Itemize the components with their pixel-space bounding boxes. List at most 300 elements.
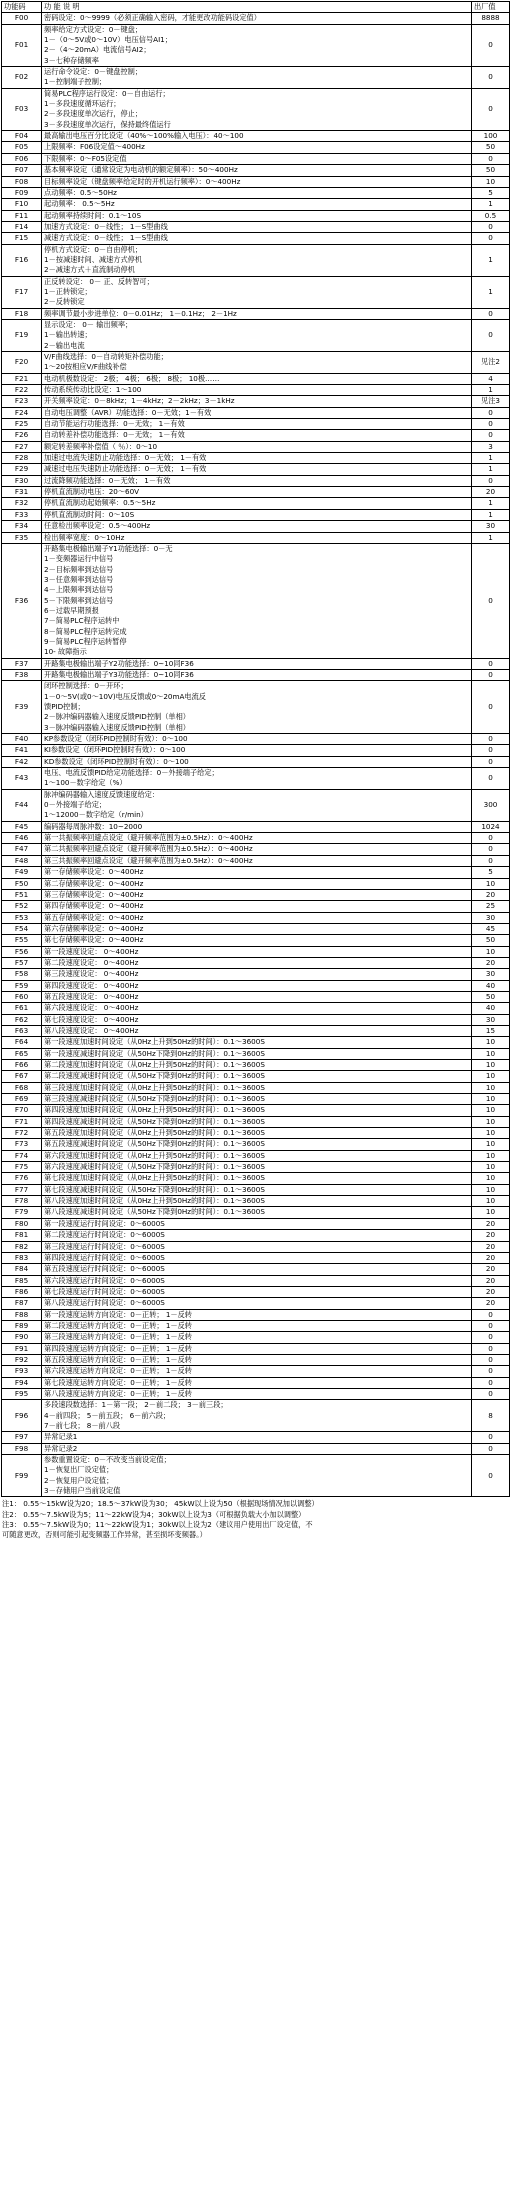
function-description <box>42 1343 472 1354</box>
function-description <box>42 1298 472 1309</box>
function-description <box>42 1309 472 1320</box>
description-line: 1－控制端子控制； <box>44 77 107 87</box>
description-line: 自动电压调整（AVR）功能选择：0－无效；1－有效 <box>44 407 212 417</box>
function-description <box>42 396 472 407</box>
function-code: F51 <box>2 889 42 900</box>
description-line: 下限频率：0～F05设定值 <box>44 153 127 163</box>
default-value: 20 <box>472 1230 510 1241</box>
table-row <box>2 669 510 680</box>
description-line: 多段速段数选择：1－第一段； 2－前二段； 3－前三段； <box>44 1400 228 1410</box>
description-line: 运行命令设定：0－键盘控制； <box>44 67 143 77</box>
description-line: 第二段速度设定： 0～400Hz <box>44 957 139 967</box>
default-value: 0 <box>472 745 510 756</box>
function-code: F25 <box>2 419 42 430</box>
default-value: 40 <box>472 980 510 991</box>
table-row <box>2 658 510 669</box>
function-description <box>42 1252 472 1263</box>
function-description <box>42 1366 472 1377</box>
function-description <box>42 441 472 452</box>
description-line: 第二段速度加速时间设定（从0Hz上升到50Hz的时间）：0.1～3600S <box>44 1060 265 1069</box>
function-code: F39 <box>2 681 42 734</box>
default-value: 20 <box>472 1252 510 1263</box>
table-row <box>2 441 510 452</box>
table-row <box>2 681 510 734</box>
default-value: 0 <box>472 1354 510 1365</box>
table-row <box>2 1343 510 1354</box>
function-code: F53 <box>2 912 42 923</box>
table-row <box>2 1207 510 1218</box>
function-code: F21 <box>2 373 42 384</box>
function-code: F31 <box>2 487 42 498</box>
default-value: 0 <box>472 233 510 244</box>
default-value: 45 <box>472 923 510 934</box>
default-value: 20 <box>472 1218 510 1229</box>
default-value: 10 <box>472 1150 510 1161</box>
table-header-row <box>2 2 510 13</box>
function-code: F78 <box>2 1196 42 1207</box>
description-line: 第一段速度加速时间设定（从0Hz上升到50Hz的时间）：0.1～3600S <box>44 1037 265 1047</box>
description-line: KP参数设定（闭环PID控制时有效）：0～100 <box>44 734 188 744</box>
function-code: F29 <box>2 464 42 475</box>
default-value: 0 <box>472 1309 510 1320</box>
function-code: F94 <box>2 1377 42 1388</box>
function-description <box>42 67 472 89</box>
default-value: 5 <box>472 187 510 198</box>
description-line: 第一段速度减速时间设定（从50Hz下降到0Hz的时间）：0.1～3600S <box>44 1048 265 1058</box>
function-description <box>42 1241 472 1252</box>
table-row <box>2 1275 510 1286</box>
function-code: F26 <box>2 430 42 441</box>
table-row <box>2 187 510 198</box>
description-line: 第二段速度运行时间设定：0～6000S <box>44 1230 165 1240</box>
description-line: 第七段速度设定： 0～400Hz <box>44 1014 139 1024</box>
default-value: 3 <box>472 441 510 452</box>
description-line: 2－脉冲编码器输入速度反馈PID控制（单相） <box>44 712 190 722</box>
default-value: 0 <box>472 658 510 669</box>
function-code: F56 <box>2 946 42 957</box>
function-code: F96 <box>2 1400 42 1432</box>
table-row <box>2 475 510 486</box>
function-code: F58 <box>2 969 42 980</box>
default-value: 20 <box>472 1264 510 1275</box>
function-description <box>42 373 472 384</box>
default-value: 0 <box>472 153 510 164</box>
function-description <box>42 1184 472 1195</box>
table-row <box>2 1048 510 1059</box>
table-row <box>2 487 510 498</box>
function-description <box>42 407 472 418</box>
function-description <box>42 1196 472 1207</box>
function-code: F19 <box>2 319 42 351</box>
function-code-table <box>1 1 510 1497</box>
table-row <box>2 1060 510 1071</box>
function-description <box>42 521 472 532</box>
description-line: 第一共振频率回避点设定（避开频率范围为±0.5Hz）：0～400Hz <box>44 833 253 843</box>
description-line: 自动转差补偿功能选择：0－无效； 1－有效 <box>44 430 185 440</box>
table-row <box>2 1162 510 1173</box>
description-line: 最高输出电压百分比设定（40%～100%输入电压）：40～100 <box>44 131 244 141</box>
description-line: 闭环控制选择：0－开环； <box>44 681 128 691</box>
default-value: 0 <box>472 1455 510 1497</box>
table-row <box>2 1105 510 1116</box>
function-description <box>42 210 472 221</box>
function-description <box>42 464 472 475</box>
description-line: 3－七种存储频率 <box>44 55 99 65</box>
description-line: 过流降频功能选择：0－无效； 1－有效 <box>44 475 171 485</box>
function-description <box>42 1128 472 1139</box>
table-row <box>2 1320 510 1331</box>
function-code: F80 <box>2 1218 42 1229</box>
table-row <box>2 210 510 221</box>
description-line: 简易PLC程序运行设定：0－自由运行； <box>44 88 170 98</box>
default-value: 0.5 <box>472 210 510 221</box>
description-line: 开关频率设定：0－8kHz；1－4kHz；2－2kHz；3－1kHz <box>44 396 235 406</box>
function-description <box>42 88 472 130</box>
default-value: 0 <box>472 669 510 680</box>
default-value: 30 <box>472 969 510 980</box>
default-value: 0 <box>472 1443 510 1454</box>
table-row <box>2 221 510 232</box>
header-code: 功能码 <box>2 2 42 13</box>
function-description <box>42 1286 472 1297</box>
table-row <box>2 1298 510 1309</box>
table-row <box>2 1003 510 1014</box>
description-line: 加速过电流失速防止功能选择：0－无效； 1－有效 <box>44 453 207 463</box>
function-code: F65 <box>2 1048 42 1059</box>
description-line: 第六段速度加速时间设定（从0Hz上升到50Hz的时间）：0.1～3600S <box>44 1150 265 1160</box>
function-description <box>42 1230 472 1241</box>
description-line: 0－外接端子给定； <box>44 800 107 810</box>
function-code: F70 <box>2 1105 42 1116</box>
function-code: F41 <box>2 745 42 756</box>
function-code: F40 <box>2 734 42 745</box>
description-line: 频率给定方式设定：0－键盘； <box>44 24 143 34</box>
description-line: 第一段速度运转方向设定：0－正转； 1－反转 <box>44 1309 192 1319</box>
function-description <box>42 165 472 176</box>
function-code: F08 <box>2 176 42 187</box>
function-description <box>42 308 472 319</box>
description-line: 开路集电极输出端子Y3功能选择：0~10同F36 <box>44 669 194 679</box>
function-description <box>42 844 472 855</box>
function-description <box>42 980 472 991</box>
table-row <box>2 419 510 430</box>
function-description <box>42 187 472 198</box>
function-code: F57 <box>2 957 42 968</box>
description-line: 2－多段速度单次运行，停止； <box>44 109 143 119</box>
function-description <box>42 1173 472 1184</box>
description-line: 点动频率：0.5～50Hz <box>44 187 117 197</box>
description-line: 第六段速度设定： 0～400Hz <box>44 1003 139 1013</box>
function-code: F75 <box>2 1162 42 1173</box>
default-value: 30 <box>472 912 510 923</box>
default-value: 见注2 <box>472 352 510 374</box>
description-line: 停机直流制动电压：20～60V <box>44 487 140 497</box>
function-description <box>42 1014 472 1025</box>
default-value: 0 <box>472 308 510 319</box>
description-line: 第一段速度设定： 0～400Hz <box>44 946 139 956</box>
description-line: 5－下限频率到达信号 <box>44 595 114 605</box>
description-line: 停机直流制动时间：0～10S <box>44 509 135 519</box>
function-description <box>42 1162 472 1173</box>
table-row <box>2 768 510 790</box>
default-value: 10 <box>472 1139 510 1150</box>
description-line: 上限频率：F06设定值～400Hz <box>44 142 145 152</box>
function-description <box>42 669 472 680</box>
function-description <box>42 453 472 464</box>
function-code: F93 <box>2 1366 42 1377</box>
description-line: 4－上限频率到达信号 <box>44 585 114 595</box>
default-value: 15 <box>472 1025 510 1036</box>
description-line: 第四段速度减速时间设定（从50Hz下降到0Hz的时间）：0.1～3600S <box>44 1116 265 1126</box>
table-row <box>2 1309 510 1320</box>
function-description <box>42 1377 472 1388</box>
footnote-line: 注1： 0.55～15kW设为20；18.5～37kW设为30； 45kW以上设为50（根据现场情况加以调整） <box>2 1499 319 1509</box>
function-code: F50 <box>2 878 42 889</box>
description-line: 第三段速度加速时间设定（从0Hz上升到50Hz的时间）：0.1～3600S <box>44 1082 265 1092</box>
function-code: F46 <box>2 833 42 844</box>
default-value: 10 <box>472 1116 510 1127</box>
description-line: 10- 故障指示 <box>44 647 87 657</box>
function-description <box>42 1105 472 1116</box>
table-row <box>2 1241 510 1252</box>
description-line: 1－变频器运行中信号 <box>44 554 114 564</box>
description-line: 1－按减速时间、减速方式停机 <box>44 254 143 264</box>
function-code: F37 <box>2 658 42 669</box>
description-line: 1～12000－数字给定（r/min） <box>44 810 148 820</box>
default-value: 50 <box>472 165 510 176</box>
table-row <box>2 153 510 164</box>
table-row <box>2 969 510 980</box>
table-row <box>2 957 510 968</box>
description-line: 第三存储频率设定：0～400Hz <box>44 889 144 899</box>
footnote-line: 可随意更改，否则可能引起变频器工作异常，甚至损坏变频器。） <box>2 1530 207 1540</box>
description-line: 额定转差频率补偿值（ ％）：0～10 <box>44 441 158 451</box>
table-row <box>2 244 510 276</box>
description-line: 第六段速度运转方向设定：0－正转； 1－反转 <box>44 1366 192 1376</box>
table-row <box>2 498 510 509</box>
description-line: 第二存储频率设定：0～400Hz <box>44 878 144 888</box>
function-description <box>42 1037 472 1048</box>
table-row <box>2 1071 510 1082</box>
function-code: F61 <box>2 1003 42 1014</box>
table-row <box>2 165 510 176</box>
function-code: F02 <box>2 67 42 89</box>
description-line: 9－简易PLC程序运转暂停 <box>44 636 127 646</box>
default-value: 10 <box>472 1048 510 1059</box>
description-line: 第二段速度运转方向设定：0－正转； 1－反转 <box>44 1320 192 1330</box>
function-description <box>42 946 472 957</box>
default-value: 50 <box>472 991 510 1002</box>
table-row <box>2 88 510 130</box>
table-row <box>2 233 510 244</box>
default-value: 20 <box>472 957 510 968</box>
function-description <box>42 475 472 486</box>
function-code: F95 <box>2 1388 42 1399</box>
description-line: 减速方式设定：0－线性； 1－S型曲线 <box>44 233 168 243</box>
header-description: 功 能 说 明 <box>42 2 472 13</box>
default-value: 1 <box>472 509 510 520</box>
table-row <box>2 407 510 418</box>
table-row <box>2 1218 510 1229</box>
default-value: 0 <box>472 24 510 66</box>
function-code: F85 <box>2 1275 42 1286</box>
default-value: 8 <box>472 1400 510 1432</box>
function-description <box>42 498 472 509</box>
footnotes <box>1 1499 509 1540</box>
description-line: 第四段速度加速时间设定（从0Hz上升到50Hz的时间）：0.1～3600S <box>44 1105 265 1115</box>
description-line: 基本频率设定（通常设定为电动机的额定频率）：50～400Hz <box>44 165 238 175</box>
function-description <box>42 1275 472 1286</box>
function-description <box>42 244 472 276</box>
description-line: 第三段速度运行时间设定：0～6000S <box>44 1241 165 1251</box>
default-value: 10 <box>472 1037 510 1048</box>
description-line: 第三段速度减速时间设定（从50Hz下降到0Hz的时间）：0.1～3600S <box>44 1094 265 1104</box>
default-value: 0 <box>472 1320 510 1331</box>
description-line: 1－0～5V(或0～10V)电压反馈或0～20mA电流反 <box>44 691 206 701</box>
function-code: F33 <box>2 509 42 520</box>
description-line: 第五段速度加速时间设定（从0Hz上升到50Hz的时间）：0.1～3600S <box>44 1128 265 1138</box>
description-line: 第四段速度运行时间设定：0～6000S <box>44 1252 165 1262</box>
function-description <box>42 233 472 244</box>
description-line: 第四段速度运转方向设定：0－正转； 1－反转 <box>44 1343 192 1353</box>
table-row <box>2 199 510 210</box>
function-description <box>42 1320 472 1331</box>
default-value: 0 <box>472 543 510 658</box>
function-description <box>42 878 472 889</box>
default-value: 10 <box>472 1128 510 1139</box>
description-line: 第六段速度减速时间设定（从50Hz下降到0Hz的时间）：0.1～3600S <box>44 1162 265 1172</box>
table-row <box>2 946 510 957</box>
description-line: 第五段速度设定： 0～400Hz <box>44 991 139 1001</box>
function-code: F11 <box>2 210 42 221</box>
table-row <box>2 532 510 543</box>
description-line: 1－（0～5V或0～10V）电压信号AI1； <box>44 35 172 45</box>
function-code: F35 <box>2 532 42 543</box>
function-description <box>42 1354 472 1365</box>
function-code: F79 <box>2 1207 42 1218</box>
function-description <box>42 487 472 498</box>
table-row <box>2 1116 510 1127</box>
description-line: 脉冲编码器输入速度反馈速度给定： <box>44 789 160 799</box>
table-row <box>2 1150 510 1161</box>
description-line: 减速过电压失速防止功能选择：0－无效； 1－有效 <box>44 464 207 474</box>
function-code: F16 <box>2 244 42 276</box>
function-description <box>42 1455 472 1497</box>
description-line: 第一存储频率设定：0～400Hz <box>44 867 144 877</box>
default-value: 30 <box>472 521 510 532</box>
description-line: V/F曲线选择：0－自动转矩补偿功能； <box>44 352 168 361</box>
function-code: F18 <box>2 308 42 319</box>
table-row <box>2 319 510 351</box>
table-row <box>2 464 510 475</box>
function-description <box>42 969 472 980</box>
function-code: F99 <box>2 1455 42 1497</box>
function-description <box>42 131 472 142</box>
default-value: 10 <box>472 1071 510 1082</box>
description-line: 2－减速方式＋直流制动停机 <box>44 265 135 275</box>
default-value: 10 <box>472 878 510 889</box>
function-description <box>42 756 472 767</box>
description-line: 第八段速度设定： 0～400Hz <box>44 1025 139 1035</box>
table-row <box>2 1354 510 1365</box>
default-value: 10 <box>472 1060 510 1071</box>
function-code: F62 <box>2 1014 42 1025</box>
description-line: 4－前四段； 5－前五段； 6－前六段； <box>44 1410 171 1420</box>
default-value: 10 <box>472 1094 510 1105</box>
table-row <box>2 1377 510 1388</box>
default-value: 0 <box>472 833 510 844</box>
description-line: 第三共振频率回避点设定（避开频率范围为±0.5Hz）：0～400Hz <box>44 855 253 865</box>
table-row <box>2 67 510 89</box>
default-value: 1 <box>472 453 510 464</box>
default-value: 10 <box>472 176 510 187</box>
function-code: F91 <box>2 1343 42 1354</box>
function-code: F20 <box>2 352 42 374</box>
function-code: F49 <box>2 867 42 878</box>
description-line: 起动频率： 0.5～5Hz <box>44 199 115 209</box>
description-line: 第三段速度设定： 0～400Hz <box>44 969 139 979</box>
function-description <box>42 923 472 934</box>
function-code: F22 <box>2 385 42 396</box>
description-line: 3－脉冲编码器输入速度反馈PID控制（单相） <box>44 722 190 732</box>
table-row <box>2 509 510 520</box>
description-line: 第五段速度减速时间设定（从50Hz下降到0Hz的时间）：0.1～3600S <box>44 1139 265 1149</box>
description-line: 传动系统传动比设定：1～100 <box>44 385 142 395</box>
description-line: 编码器每周脉冲数：10~2000 <box>44 821 143 831</box>
table-row <box>2 833 510 844</box>
function-code: F87 <box>2 1298 42 1309</box>
function-description <box>42 1116 472 1127</box>
default-value: 20 <box>472 1241 510 1252</box>
description-line: 第六段速度运行时间设定：0～6000S <box>44 1275 165 1285</box>
default-value: 10 <box>472 1082 510 1093</box>
table-row <box>2 385 510 396</box>
table-row <box>2 1094 510 1105</box>
default-value: 0 <box>472 1432 510 1443</box>
default-value: 50 <box>472 142 510 153</box>
function-code: F54 <box>2 923 42 934</box>
default-value: 1 <box>472 276 510 308</box>
table-row <box>2 1388 510 1399</box>
function-description <box>42 1332 472 1343</box>
description-line: 1－正转锁定； <box>44 286 92 296</box>
function-code: F32 <box>2 498 42 509</box>
default-value: 4 <box>472 373 510 384</box>
description-line: 异常记录2 <box>44 1443 78 1453</box>
function-code: F67 <box>2 1071 42 1082</box>
description-line: 第七段速度运转方向设定：0－正转； 1－反转 <box>44 1377 192 1387</box>
description-line: KI参数设定（闭环PID控制时有效）：0～100 <box>44 745 186 755</box>
table-row <box>2 1252 510 1263</box>
function-description <box>42 734 472 745</box>
function-code: F04 <box>2 131 42 142</box>
description-line: 第六存储频率设定：0～400Hz <box>44 923 144 933</box>
function-code: F34 <box>2 521 42 532</box>
function-code: F44 <box>2 789 42 821</box>
description-line: 1～100－数字给定（%） <box>44 778 127 788</box>
function-code: F97 <box>2 1432 42 1443</box>
function-code: F30 <box>2 475 42 486</box>
function-description <box>42 1139 472 1150</box>
table-row <box>2 889 510 900</box>
function-code: F89 <box>2 1320 42 1331</box>
default-value: 0 <box>472 319 510 351</box>
function-code: F73 <box>2 1139 42 1150</box>
default-value: 10 <box>472 1184 510 1195</box>
header-default-value: 出厂值 <box>472 2 510 13</box>
description-line: 第三段速度运转方向设定：0－正转； 1－反转 <box>44 1332 192 1342</box>
function-description <box>42 142 472 153</box>
